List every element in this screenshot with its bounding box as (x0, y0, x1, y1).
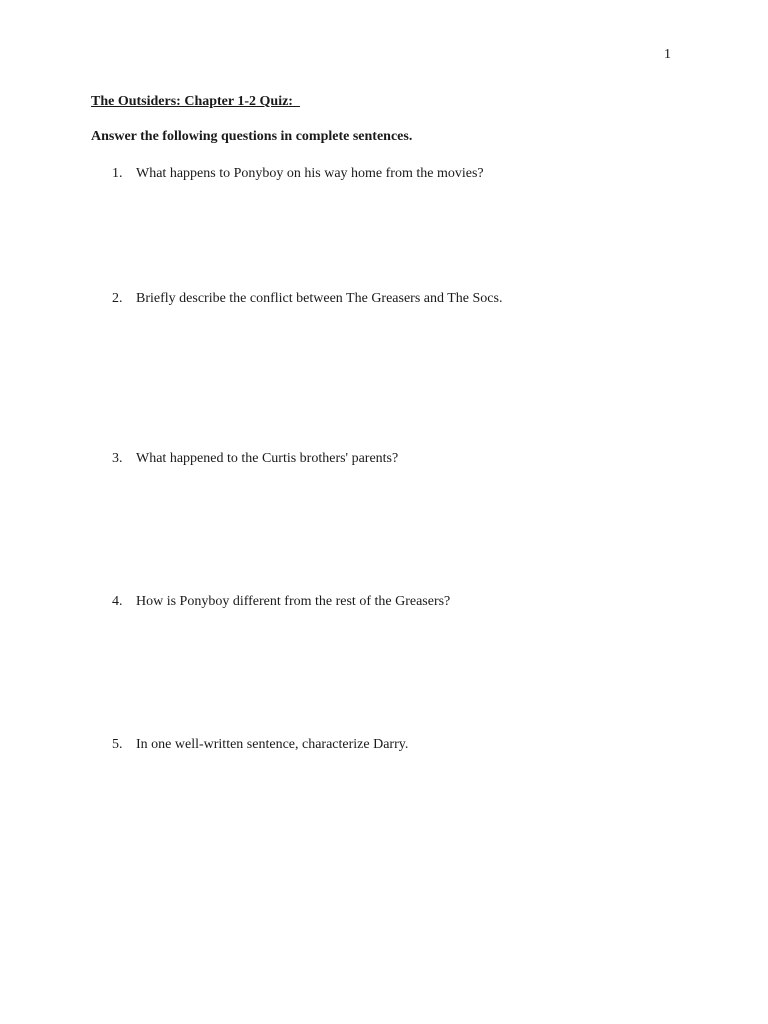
question-number: 1. (112, 166, 123, 181)
question-number: 2. (112, 291, 123, 306)
question-number: 5. (112, 737, 123, 752)
question-item (112, 594, 450, 610)
question-text: How is Ponyboy different from the rest of the Greasers? (136, 594, 451, 609)
question-text: Briefly describe the conflict between The Greasers and The Socs. (136, 291, 503, 306)
question-number: 3. (112, 451, 123, 466)
question-text: What happens to Ponyboy on his way home from the movies? (136, 166, 484, 181)
quiz-instructions: Answer the following questions in complete sentences. (91, 129, 413, 144)
question-item (112, 737, 408, 753)
quiz-title: The Outsiders: Chapter 1-2 Quiz: (91, 94, 300, 109)
question-item (112, 166, 484, 182)
page-number: 1 (664, 47, 671, 62)
question-item (112, 451, 398, 467)
question-item (112, 291, 502, 307)
question-text: What happened to the Curtis brothers' parents? (136, 451, 399, 466)
question-text: In one well-written sentence, characterize Darry. (136, 737, 409, 752)
question-number: 4. (112, 594, 123, 609)
